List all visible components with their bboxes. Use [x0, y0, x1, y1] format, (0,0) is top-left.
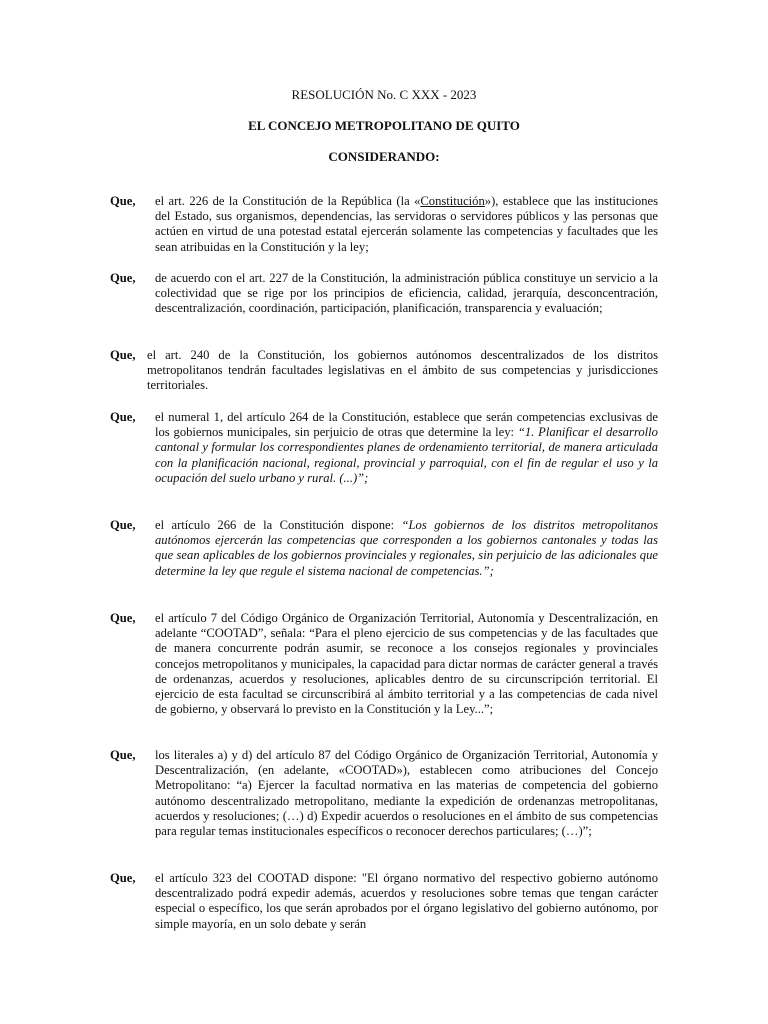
clause-art-227 — [110, 271, 658, 317]
considering-heading: CONSIDERANDO: — [328, 149, 440, 164]
clause-text — [155, 194, 658, 255]
que-label: Que, — [110, 348, 136, 362]
clause-art-87-cootad — [110, 748, 658, 839]
clause-art-266 — [110, 518, 658, 579]
clause-text-part: el art. 226 de la Constitución de la República (la « — [155, 194, 421, 208]
clause-text-part: el numeral 1, del artículo 264 de la Constitución, establece que serán competencias exclusivas de los gobiernos municipales, sin perjuicio de otras que determine la ley: — [155, 410, 658, 440]
clause-art-7-cootad — [110, 611, 658, 717]
clause-text: de acuerdo con el art. 227 de la Constitución, la administración pública constituye un servicio a la colectividad que se rige por los principios de eficiencia, calidad, jerarquía, desconcentración, descentralización, coordinación, participación, planificación, transparencia y evaluación; — [155, 271, 658, 316]
clause-text-part: »), establece que las instituciones del Estado, sus organismos, dependencias, las servidoras o servidores públicos y las personas que actúen en virtud de una potestad estatal ejercerán solamente las competencias y facultades que les sean atribuidas en la Constitución y la ley; — [155, 194, 658, 254]
clause-text-part: el artículo 266 de la Constitución dispone: — [155, 518, 402, 532]
clause-text: el artículo 7 del Código Orgánico de Organización Territorial, Autonomía y Descentralización, en adelante “COOTAD”, señala: “Para el pleno ejercicio de sus competencias y de las facultades que de manera concurrente podrán asumir, se reconoce a los consejos regionales y provinciales concejos metropolitanos y municipales, la capacidad para dictar normas de carácter general a través de ordenanzas, acuerdos y resoluciones, aplicables dentro de su circunscripción territorial. El ejercicio de esta facultad se circunscribirá al ámbito territorial y a las competencias de cada nivel de gobierno, y observará lo previsto en la Constitución y la Ley...”; — [155, 611, 658, 717]
que-label: Que, — [110, 271, 136, 285]
que-label: Que, — [110, 611, 136, 625]
council-title: EL CONCEJO METROPOLITANO DE QUITO — [248, 118, 520, 133]
clause-text — [155, 410, 658, 486]
clause-art-264 — [110, 410, 658, 486]
clause-art-323-cootad — [110, 871, 658, 932]
que-label: Que, — [110, 748, 136, 762]
clause-text: el artículo 323 del COOTAD dispone: "El órgano normativo del respectivo gobierno autónomo descentralizado podrá expedir además, acuerdos y resoluciones sobre temas que tengan carácter especial o específico, los que serán aprobados por el órgano legislativo del gobierno autónomo, por simple mayoría, en un solo debate y serán — [155, 871, 658, 931]
que-label: Que, — [110, 518, 136, 532]
constitucion-underlined: Constitución — [420, 194, 485, 208]
clause-text: el art. 240 de la Constitución, los gobiernos autónomos descentralizados de los distritos metropolitanos tendrán facultades legislativas en el ámbito de sus competencias y jurisdicciones territoriales. — [147, 348, 658, 393]
quoted-text: “Los gobiernos de los distritos metropolitanos autónomos ejercerán las competencias que corresponden a los gobiernos cantonales y todas las que sean aplicables de los gobiernos provinciales y regionales, sin perjuicio de las adicionales que determine la ley que regule el sistema nacional de competencias.”; — [155, 518, 658, 578]
clause-text — [155, 518, 658, 579]
quoted-text: “1. Planificar el desarrollo cantonal y formular los correspondientes planes de ordenamiento territorial, de manera articulada con la planificación nacional, regional, provincial y parroquial, con el fin de regular el uso y la ocupación del suelo urbano y rural. (...)”; — [155, 425, 658, 485]
clause-art-240 — [110, 348, 658, 394]
que-label: Que, — [110, 194, 136, 208]
clause-text: los literales a) y d) del artículo 87 del Código Orgánico de Organización Territorial, Autonomía y Descentralización, (en adelante, «COOTAD»), establecen como atribuciones del Concejo Metropolitano: “a) Ejercer la facultad normativa en las materias de competencia del gobierno autónomo descentralizado metropolitano, mediante la expedición de ordenanzas metropolitanas, acuerdos y resoluciones; (…) d) Expedir acuerdos o resoluciones en el ámbito de sus competencias para regular temas institucionales específicos o reconocer derechos particulares; (…)”; — [155, 748, 658, 839]
resolution-title: RESOLUCIÓN No. C XXX - 2023 — [291, 87, 477, 102]
clause-art-226 — [110, 194, 658, 255]
que-label: Que, — [110, 871, 136, 885]
que-label: Que, — [110, 410, 136, 424]
